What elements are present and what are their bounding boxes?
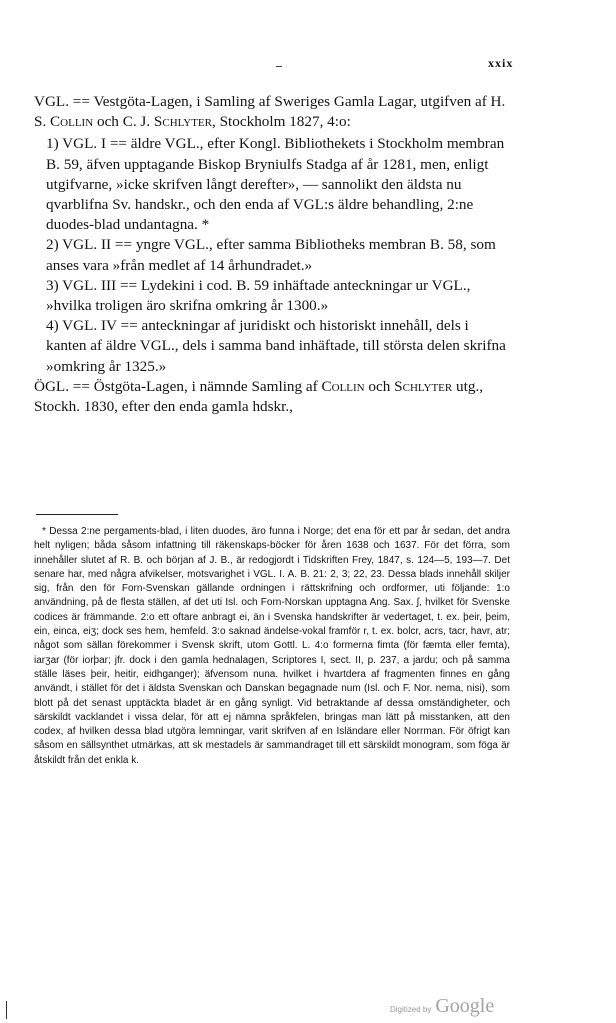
digitized-watermark bbox=[390, 995, 530, 1019]
author-collin: Collin bbox=[321, 377, 365, 395]
ogl-entry-head: ÖGL. == Östgöta-Lagen, i nämnde Samling af bbox=[34, 377, 322, 395]
list-item: 4) VGL. IV == anteckningar af juridiskt och historiskt innehåll, dels i kanten af äldre VGL., dels i samma band inhäftade, till största delen skrifna »omkring år 1325.» bbox=[46, 317, 506, 375]
ogl-entry-tail: utg., Stockh. 1830, efter den enda gamla hdskr., bbox=[34, 377, 484, 416]
vgl-entry-head: VGL. == Vestgöta-Lagen, i Samling af Sweriges Gamla Lagar, utgifven af H. S. bbox=[34, 93, 506, 131]
vgl-entry bbox=[34, 92, 508, 132]
list-item: 1) VGL. I == äldre VGL., efter Kongl. Bibliothekets i Stockholm membran B. 59, äfven upptagande Biskop Bryniulfs Stadga af år 1281, men, enligt utgifvarne, »icke skrifven långt derefter», — sannolikt den äldsta nu qvarblifna Sv. handskr., och den enda af VGL:s äldre behandling, 2:ne duodes-blad undantagna. * bbox=[46, 135, 505, 234]
main-text bbox=[34, 92, 508, 419]
author-schlyter: Schlyter bbox=[153, 113, 212, 131]
author-schlyter: Schlyter bbox=[394, 377, 453, 395]
top-mark bbox=[276, 66, 282, 67]
corner-mark bbox=[6, 1001, 7, 1019]
list-item: 3) VGL. III == Lydekini i cod. B. 59 inhäftade anteckningar ur VGL., »hvilka troligen äro skrifna omkring år 1300.» bbox=[46, 276, 471, 315]
vgl-entry-mid: och C. J. bbox=[93, 113, 154, 131]
ogl-entry bbox=[34, 377, 508, 417]
footnote-divider bbox=[36, 514, 118, 515]
list-item: 2) VGL. II == yngre VGL., efter samma Bibliotheks membran B. 58, som anses vara »från medlet af 14 århundradet.» bbox=[46, 236, 496, 274]
google-logo: Google bbox=[435, 995, 495, 1017]
watermark-prefix: Digitized by bbox=[390, 1005, 432, 1014]
page-number: xxix bbox=[488, 56, 514, 70]
ogl-entry-mid: och bbox=[364, 377, 395, 395]
footnote: * Dessa 2:ne pergaments-blad, i liten duodes, äro funna i Norge; det ena för ett par år sedan, det andra helt nyligen; båda såsom infattning till räkenskaps-böcker för åren 1638 och 1637. För det förra, som innehåller slutet af R. B. och början af J. B., är redogjordt i Tidskriften Frey, 1847, s. 124—5, 193—7. Det senare har, med några afvikelser, motsvarighet i VGL. I. A. B. 21: 2, 3; 22, 23. Dessa blads innehåll skiljer sig, från den för Forn-Svenskan gällande ordningen i rättskrifning och ordformer, uti följande: 1:o användning, på de flesta ställen, af det uti Isl. och Forn-Norskan upptagna Ang. Sax. ʃ, hvilket för Svenske codices är främmande. 2:o ett oftare anbragt ei, än i Svenska handskrifter är vedertaget, t. ex. þeir, þeim, ein, einca, eiʒ; dock ses hem, hemfeld. 3:o saknad ändelse-vokal framför r, t. ex. bolcr, acrs, tacr, havr, atr; något som sällan förekommer i Svensk skrift, utom Gottl. L. 4:o formerna fimta (för fæmta eller femta), iarʒar (för iorþar; jfr. dock i den gamla hednalagen, Scriptores I, sect. II, p. 237, a jardu; och på samma ställe läses þeir, heitir, eidhganger); äfvensom nuna. hvilket i hvartdera af fragmenten finnes en gång användt, i stället för det i äldsta Svenskan och Danskan begagnade num (Isl. och F. Nor. nema, nisi), som blott på det senast upptäckta bladet är en gång synligt. Vid betraktande af dessa omständigheter, och särskildt vacklandet i vissa delar, för att ej nämna språkfelen, bringas man lätt på misstanken, att den codex, af hvilken dessa blad utgöra lemningar, varit skrifven af en Isländare eller Norrman. För öfrigt kan såsom en sällsynthet utmärkas, att sk mestadels är sammandraget till ett särskildt monogram, som föga är åtskildt från det enkla k. bbox=[34, 526, 510, 766]
author-collin: Collin bbox=[50, 113, 94, 131]
vgl-entry-tail: , Stockholm 1827, 4:o: bbox=[212, 113, 351, 131]
